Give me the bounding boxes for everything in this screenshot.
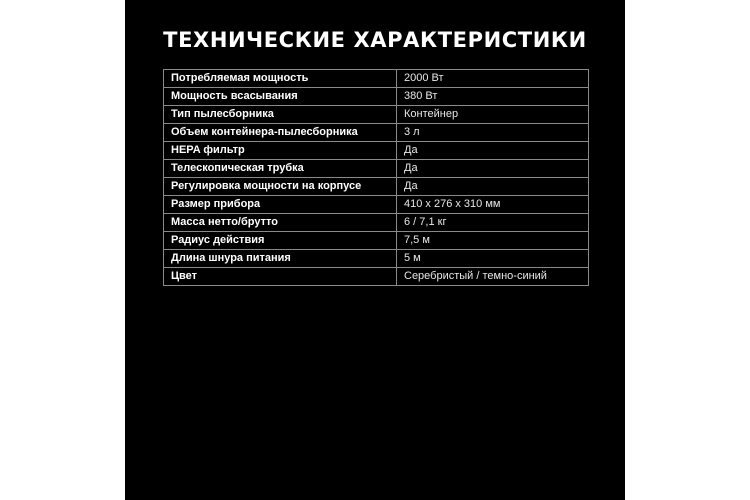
table-row: [164, 214, 589, 232]
spec-value: 6 / 7,1 кг: [397, 214, 589, 232]
spec-value: Да: [397, 142, 589, 160]
spec-value: 380 Вт: [397, 88, 589, 106]
table-row: [164, 70, 589, 88]
spec-name: Длина шнура питания: [164, 250, 397, 268]
spec-name: Телескопическая трубка: [164, 160, 397, 178]
spec-name: Радиус действия: [164, 232, 397, 250]
spec-value: Контейнер: [397, 106, 589, 124]
spec-value: Да: [397, 178, 589, 196]
table-row: [164, 88, 589, 106]
spec-name: Объем контейнера-пылесборника: [164, 124, 397, 142]
table-row: [164, 178, 589, 196]
table-row: [164, 142, 589, 160]
spec-name: Регулировка мощности на корпусе: [164, 178, 397, 196]
table-row: [164, 124, 589, 142]
spec-name: Масса нетто/брутто: [164, 214, 397, 232]
spec-name: Цвет: [164, 268, 397, 286]
spec-name: Мощность всасывания: [164, 88, 397, 106]
table-row: [164, 232, 589, 250]
page-title: ТЕХНИЧЕСКИЕ ХАРАКТЕРИСТИКИ: [163, 28, 587, 52]
table-row: [164, 160, 589, 178]
spec-value: 5 м: [397, 250, 589, 268]
spec-value: 3 л: [397, 124, 589, 142]
spec-value: Да: [397, 160, 589, 178]
table-row: [164, 106, 589, 124]
spec-value: 7,5 м: [397, 232, 589, 250]
spec-name: HEPA фильтр: [164, 142, 397, 160]
spec-value: Серебристый / темно-синий: [397, 268, 589, 286]
spec-value: 410 x 276 x 310 мм: [397, 196, 589, 214]
spec-table: [163, 69, 589, 286]
spec-name: Размер прибора: [164, 196, 397, 214]
spec-value: 2000 Вт: [397, 70, 589, 88]
table-row: [164, 268, 589, 286]
table-row: [164, 250, 589, 268]
spec-panel: [125, 0, 625, 500]
spec-name: Потребляемая мощность: [164, 70, 397, 88]
table-row: [164, 196, 589, 214]
spec-name: Тип пылесборника: [164, 106, 397, 124]
